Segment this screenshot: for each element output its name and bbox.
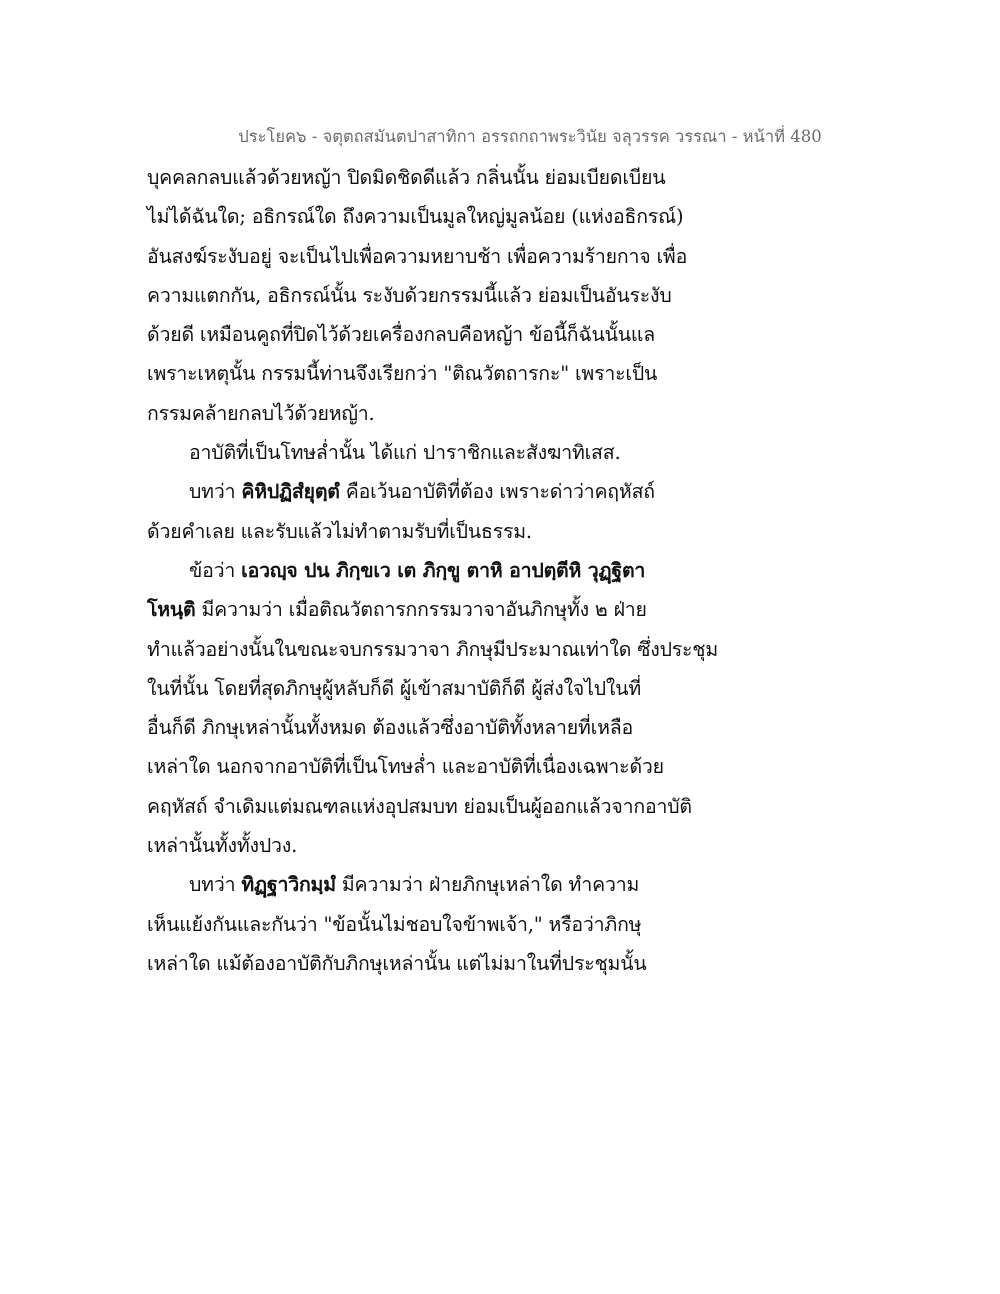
text-segment: ในที่นั้น โดยที่สุดภิกษุผู้หลับก็ดี ผู้เข้าสมาบัติก็ดี ผู้ส่งใจไปในที่ bbox=[147, 676, 642, 700]
text-line bbox=[147, 787, 727, 826]
text-line bbox=[147, 826, 727, 865]
text-segment: เหล่านั้นทั้งทั้งปวง. bbox=[147, 834, 298, 858]
bold-term: คิหิปฏิสํยุตฺตํ bbox=[241, 480, 340, 504]
text-line bbox=[147, 315, 727, 354]
text-line bbox=[147, 276, 727, 315]
text-segment: กรรมคล้ายกลบไว้ด้วยหญ้า. bbox=[147, 401, 375, 425]
text-segment: ความแตกกัน, อธิกรณ์นั้น ระงับด้วยกรรมนี้แล้ว ย่อมเป็นอันระงับ bbox=[147, 283, 672, 307]
text-line bbox=[147, 630, 727, 669]
text-segment: มีความว่า ฝ่ายภิกษุเหล่าใด ทำความ bbox=[335, 873, 640, 897]
text-segment: ด้วยดี เหมือนคูถที่ปิดไว้ด้วยเครื่องกลบคือหญ้า ข้อนี้ก็ฉันนั้นแล bbox=[147, 323, 655, 347]
text-segment: คือเว้นอาบัติที่ต้อง เพราะด่าว่าคฤหัสถ์ bbox=[339, 480, 655, 504]
text-line bbox=[147, 237, 727, 276]
text-segment: เหล่าใด แม้ต้องอาบัติกับภิกษุเหล่านั้น แต่ไม่มาในที่ประชุมนั้น bbox=[147, 951, 647, 975]
text-line bbox=[147, 512, 727, 551]
text-line bbox=[147, 669, 727, 708]
text-segment: เห็นแย้งกันและกันว่า "ข้อนั้นไม่ชอบใจข้าพเจ้า," หรือว่าภิกษุ bbox=[147, 912, 642, 936]
text-segment: เหล่าใด นอกจากอาบัติที่เป็นโทษล่ำ และอาบัติที่เนื่องเฉพาะด้วย bbox=[147, 755, 664, 779]
text-segment: อื่นก็ดี ภิกษุเหล่านั้นทั้งหมด ต้องแล้วซึ่งอาบัติทั้งหลายที่เหลือ bbox=[147, 716, 634, 740]
bold-term: โหนฺติ bbox=[147, 598, 196, 622]
text-line bbox=[147, 944, 727, 983]
text-line bbox=[147, 472, 727, 511]
text-segment: เพราะเหตุนั้น กรรมนี้ท่านจึงเรียกว่า "ติณวัตถารกะ" เพราะเป็น bbox=[147, 362, 658, 386]
text-segment: ทำแล้วอย่างนั้นในขณะจบกรรมวาจา ภิกษุมีประมาณเท่าใด ซึ่งประชุม bbox=[147, 637, 718, 661]
bold-term: เอวญฺจ ปน ภิกฺขเว เต ภิกฺขู ตาหิ อาปตฺตีหิ วุฏฺฐิตา bbox=[241, 558, 646, 582]
bold-term: ทิฏฺฐาวิกมฺมํ bbox=[241, 873, 336, 897]
text-segment: ด้วยคำเลย และรับแล้วไม่ทำตามรับที่เป็นธรรม. bbox=[147, 519, 532, 543]
text-segment: อันสงฆ์ระงับอยู่ จะเป็นไปเพื่อความหยาบช้า เพื่อความร้ายกาจ เพื่อ bbox=[147, 244, 688, 268]
text-line bbox=[147, 590, 727, 629]
text-line bbox=[147, 158, 727, 197]
text-segment: ข้อว่า bbox=[189, 558, 242, 582]
body-text bbox=[147, 158, 727, 983]
text-line bbox=[147, 865, 727, 904]
text-line bbox=[147, 747, 727, 786]
text-line bbox=[147, 708, 727, 747]
text-segment: บทว่า bbox=[189, 480, 242, 504]
text-line bbox=[147, 354, 727, 393]
text-segment: บุคคลกลบแล้วด้วยหญ้า ปิดมิดชิดดีแล้ว กลิ่นนั้น ย่อมเบียดเบียน bbox=[147, 166, 666, 189]
text-line bbox=[147, 905, 727, 944]
text-segment: มีความว่า เมื่อติณวัตถารกกรรมวาจาอันภิกษุทั้ง ๒ ฝ่าย bbox=[195, 598, 647, 622]
text-segment: คฤหัสถ์ จำเดิมแต่มณฑลแห่งอุปสมบท ย่อมเป็นผู้ออกแล้วจากอาบัติ bbox=[147, 794, 692, 818]
text-line bbox=[147, 433, 727, 472]
text-line bbox=[147, 394, 727, 433]
text-segment: อาบัติที่เป็นโทษล่ำนั้น ได้แก่ ปาราชิกและสังฆาทิเสส. bbox=[189, 441, 621, 465]
text-line bbox=[147, 551, 727, 590]
text-segment: บทว่า bbox=[189, 873, 242, 897]
page-header: ประโยค๖ - จตุตถสมันตปาสาทิกา อรรถกถาพระวินัย จลุวรรค วรรณา - หน้าที่ 480 bbox=[238, 127, 822, 146]
text-line bbox=[147, 197, 727, 236]
text-segment: ไม่ได้ฉันใด; อธิกรณ์ใด ถึงความเป็นมูลใหญ่มูลน้อย (แห่งอธิกรณ์) bbox=[147, 205, 684, 229]
